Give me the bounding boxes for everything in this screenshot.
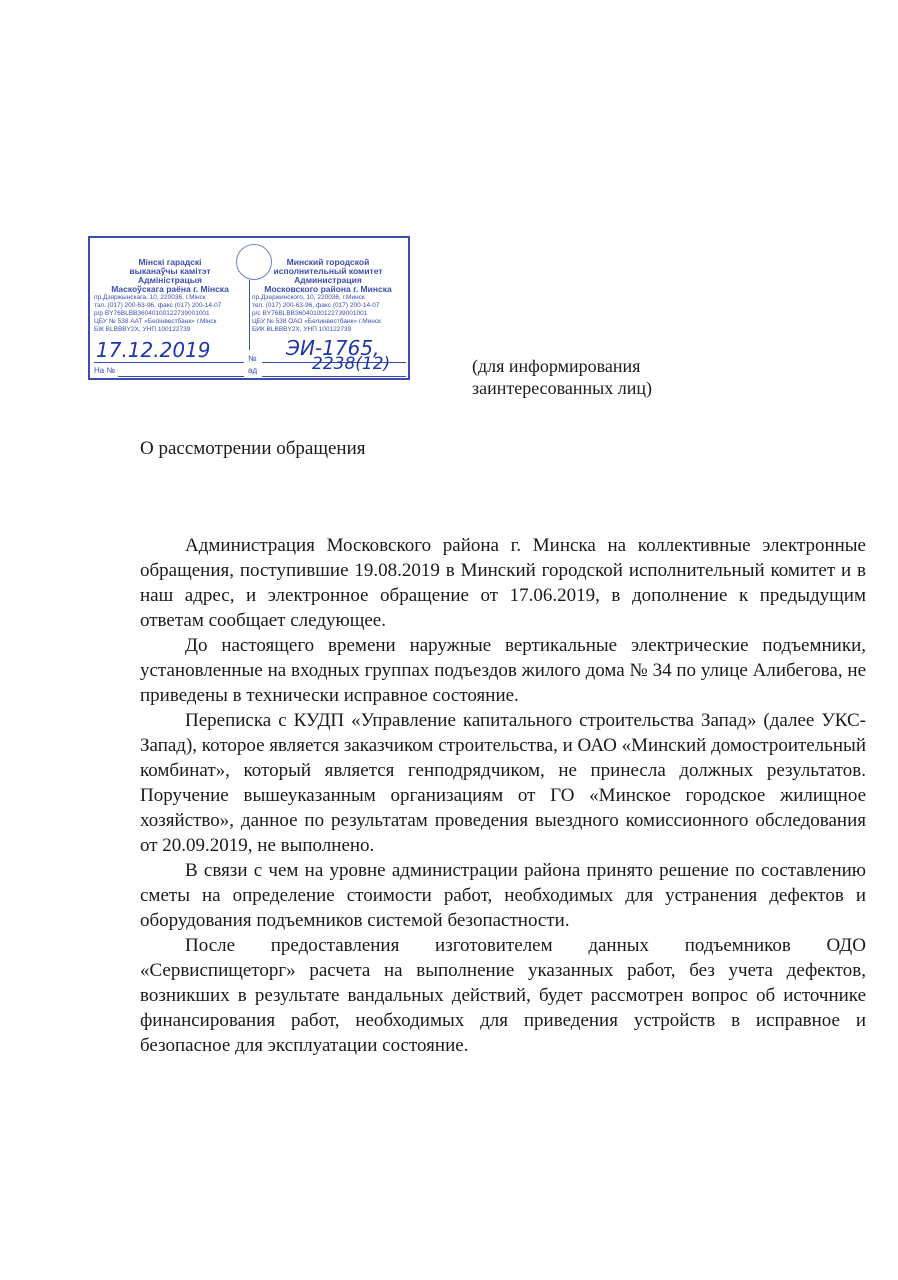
stamp-text: пр.Дзержинского, 10, 220036, г.Минск bbox=[252, 294, 365, 301]
subject-line: О рассмотрении обращения bbox=[140, 438, 366, 459]
stamp-right-column bbox=[252, 258, 404, 334]
stamp-text: Адміністрацыя bbox=[138, 275, 202, 285]
number-label: № bbox=[248, 354, 257, 363]
paragraph: В связи с чем на уровне администрации района принято решение по составлению сметы на определение стоимости работ, необходимых для устранения дефектов и оборудования подъемников системой безопастности. bbox=[140, 860, 866, 931]
stamp-text: исполнительный комитет bbox=[273, 266, 383, 276]
stamp-text: ЦБУ № 538 ААТ «Белінвестбанк» г.Мінск bbox=[94, 318, 217, 325]
stamp-divider bbox=[249, 280, 250, 350]
handwritten-number-2: 2238(12) bbox=[312, 354, 391, 374]
stamp-text: пр.Дзяржынскага, 10, 220036, г.Мінск bbox=[94, 294, 206, 301]
addressee-line: (для информирования bbox=[472, 356, 641, 376]
paragraph: До настоящего времени наружные вертикальные электрические подъемники, установленные на входных группах подъездов жилого дома № 34 по улице Алибегова, не приведены в технически исправное состояние. bbox=[140, 635, 866, 706]
stamp-text: Минский городской bbox=[286, 257, 370, 267]
stamp-text: БІК BLBBBY2X, УНП 100122739 bbox=[94, 326, 191, 333]
addressee-line: заинтересованных лиц) bbox=[472, 378, 652, 398]
stamp-text: р/с BY76BLBB36040100122739001001 bbox=[252, 310, 368, 317]
stamp-text: Маскоўскага раёна г. Мінска bbox=[111, 284, 229, 294]
stamp-text: Московского района г. Минска bbox=[264, 284, 392, 294]
stamp-text: ЦБУ № 538 ОАО «Белинвестбанк» г.Минск bbox=[252, 318, 381, 325]
addressee bbox=[472, 355, 652, 399]
handwritten-date: 17.12.2019 bbox=[96, 338, 211, 362]
stamp-text: выканаўчы камітэт bbox=[129, 266, 211, 276]
stamp-text: БИК BLBBBY2X, УНП 100122739 bbox=[252, 326, 352, 333]
ref-label: На № bbox=[94, 366, 116, 375]
registration-stamp bbox=[88, 236, 410, 380]
paragraph: Администрация Московского района г. Минска на коллективные электронные обращения, поступившие 19.08.2019 в Минский городской исполнительный комитет и в наш адрес, и электронное обращение от 17.06.2019, в дополнение к предыдущим ответам сообщает следующее. bbox=[140, 535, 866, 631]
paragraph: После предоставления изготовителем данных подъемников ОДО «Сервиспищеторг» расчета на выполнение указанных работ, без учета дефектов, возникших в результате вандальных действий, будет рассмотрен вопрос об источнике финансирования работ, необходимых для приведения устройств в исправное и безопасное для эксплуатации состояние. bbox=[140, 935, 866, 1056]
stamp-text: Мінскі гарадскі bbox=[138, 257, 202, 267]
handwritten-number: ЭИ-1765, bbox=[286, 336, 380, 360]
paragraph: Переписка с КУДП «Управление капитального строительства Запад» (далее УКС-Запад), которое является заказчиком строительства, и ОАО «Минский домостроительный комбинат», который является генподрядчиком, не принесла должных результатов. Поручение вышеуказанным организациям от ГО «Минское городское жилищное хозяйство», данное по результатам проведения выездного комиссионного обследования от 20.09.2019, не выполнено. bbox=[140, 710, 866, 856]
stamp-text: р/р BY76BLBB36040100122739001001 bbox=[94, 310, 210, 317]
stamp-left-column bbox=[94, 258, 246, 334]
stamp-text: тел. (017) 200-63-96, факс (017) 200-14-07 bbox=[252, 302, 380, 309]
from-label: ад bbox=[248, 366, 258, 375]
stamp-text: Администрация bbox=[294, 275, 362, 285]
letter-body bbox=[140, 533, 866, 1058]
stamp-text: тэл. (017) 200-63-96, факс (017) 200-14-07 bbox=[94, 302, 222, 309]
